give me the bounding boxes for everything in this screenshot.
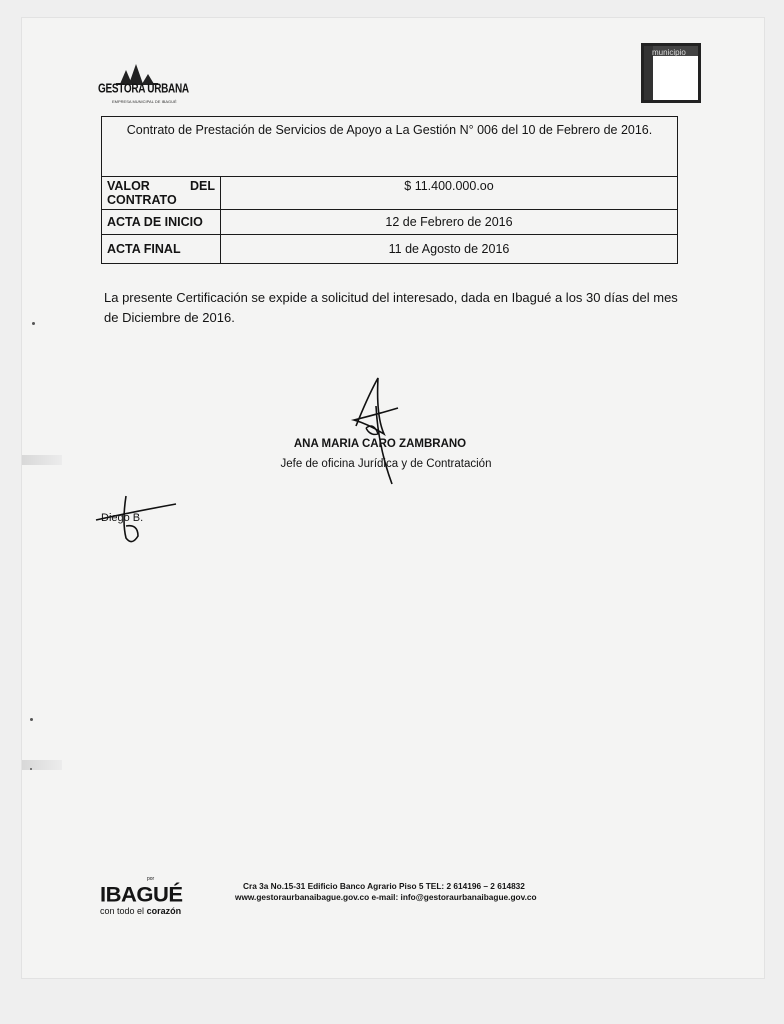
label-part: VALOR [107,179,150,193]
footer-address: Cra 3a No.15-31 Edificio Banco Agrario Piso 5 TEL: 2 614196 – 2 614832 [243,881,525,891]
signer-role [0,458,784,470]
table-row [102,210,678,235]
logo-sub-pre: con todo el [100,906,145,916]
footer-web: www.gestoraurbanaibague.gov.co e-mail: info@gestoraurbanaibague.gov.co [235,892,537,902]
logo-name: GESTORA URBANA [98,82,189,97]
value-acta-final: 11 de Agosto de 2016 [221,235,678,264]
ibague-logo [100,878,183,916]
footer-contact [235,881,537,903]
stamp-label: municipio [652,48,686,57]
logo-sub-bold: corazón [146,906,182,916]
contract-title: Contrato de Prestación de Servicios de Apoyo a La Gestión N° 006 del 10 de Febrero de 2016. [102,117,678,177]
logo-sub [100,906,183,916]
table-row [102,177,678,210]
stamp-box [641,43,701,103]
label-part: DEL [190,179,215,193]
scan-speck [30,768,32,770]
label-valor-contrato [102,177,221,210]
scan-artifact [22,760,62,770]
initials-text: Diego B. [101,512,144,524]
logo-tagline: EMPRESA MUNICIPAL DE IBAGUÉ [112,99,177,104]
label-acta-final: ACTA FINAL [102,235,221,264]
table-row [102,235,678,264]
signer-name [0,438,784,450]
logo-prefix: por [147,876,155,882]
signer-role-text: Jefe de oficina Jurídica y de Contratación [280,458,492,470]
table-row [102,117,678,177]
scan-artifact [22,455,62,465]
contract-table [101,116,678,264]
scan-speck [30,718,33,721]
value-contract-amount: $ 11.400.000.oo [221,177,678,210]
scan-speck [32,322,35,325]
logo-main: IBAGUÉ [100,882,183,907]
gestora-urbana-logo [96,58,186,104]
label-acta-inicio: ACTA DE INICIO [102,210,221,235]
certification-paragraph: La presente Certificación se expide a solicitud del interesado, dada en Ibagué a los 30 días del mes de Diciembre de 2016. [104,290,678,325]
label-part: CONTRATO [107,193,177,207]
signer-name-text: ANA MARIA CARO ZAMBRANO [293,438,467,450]
value-acta-inicio: 12 de Febrero de 2016 [221,210,678,235]
